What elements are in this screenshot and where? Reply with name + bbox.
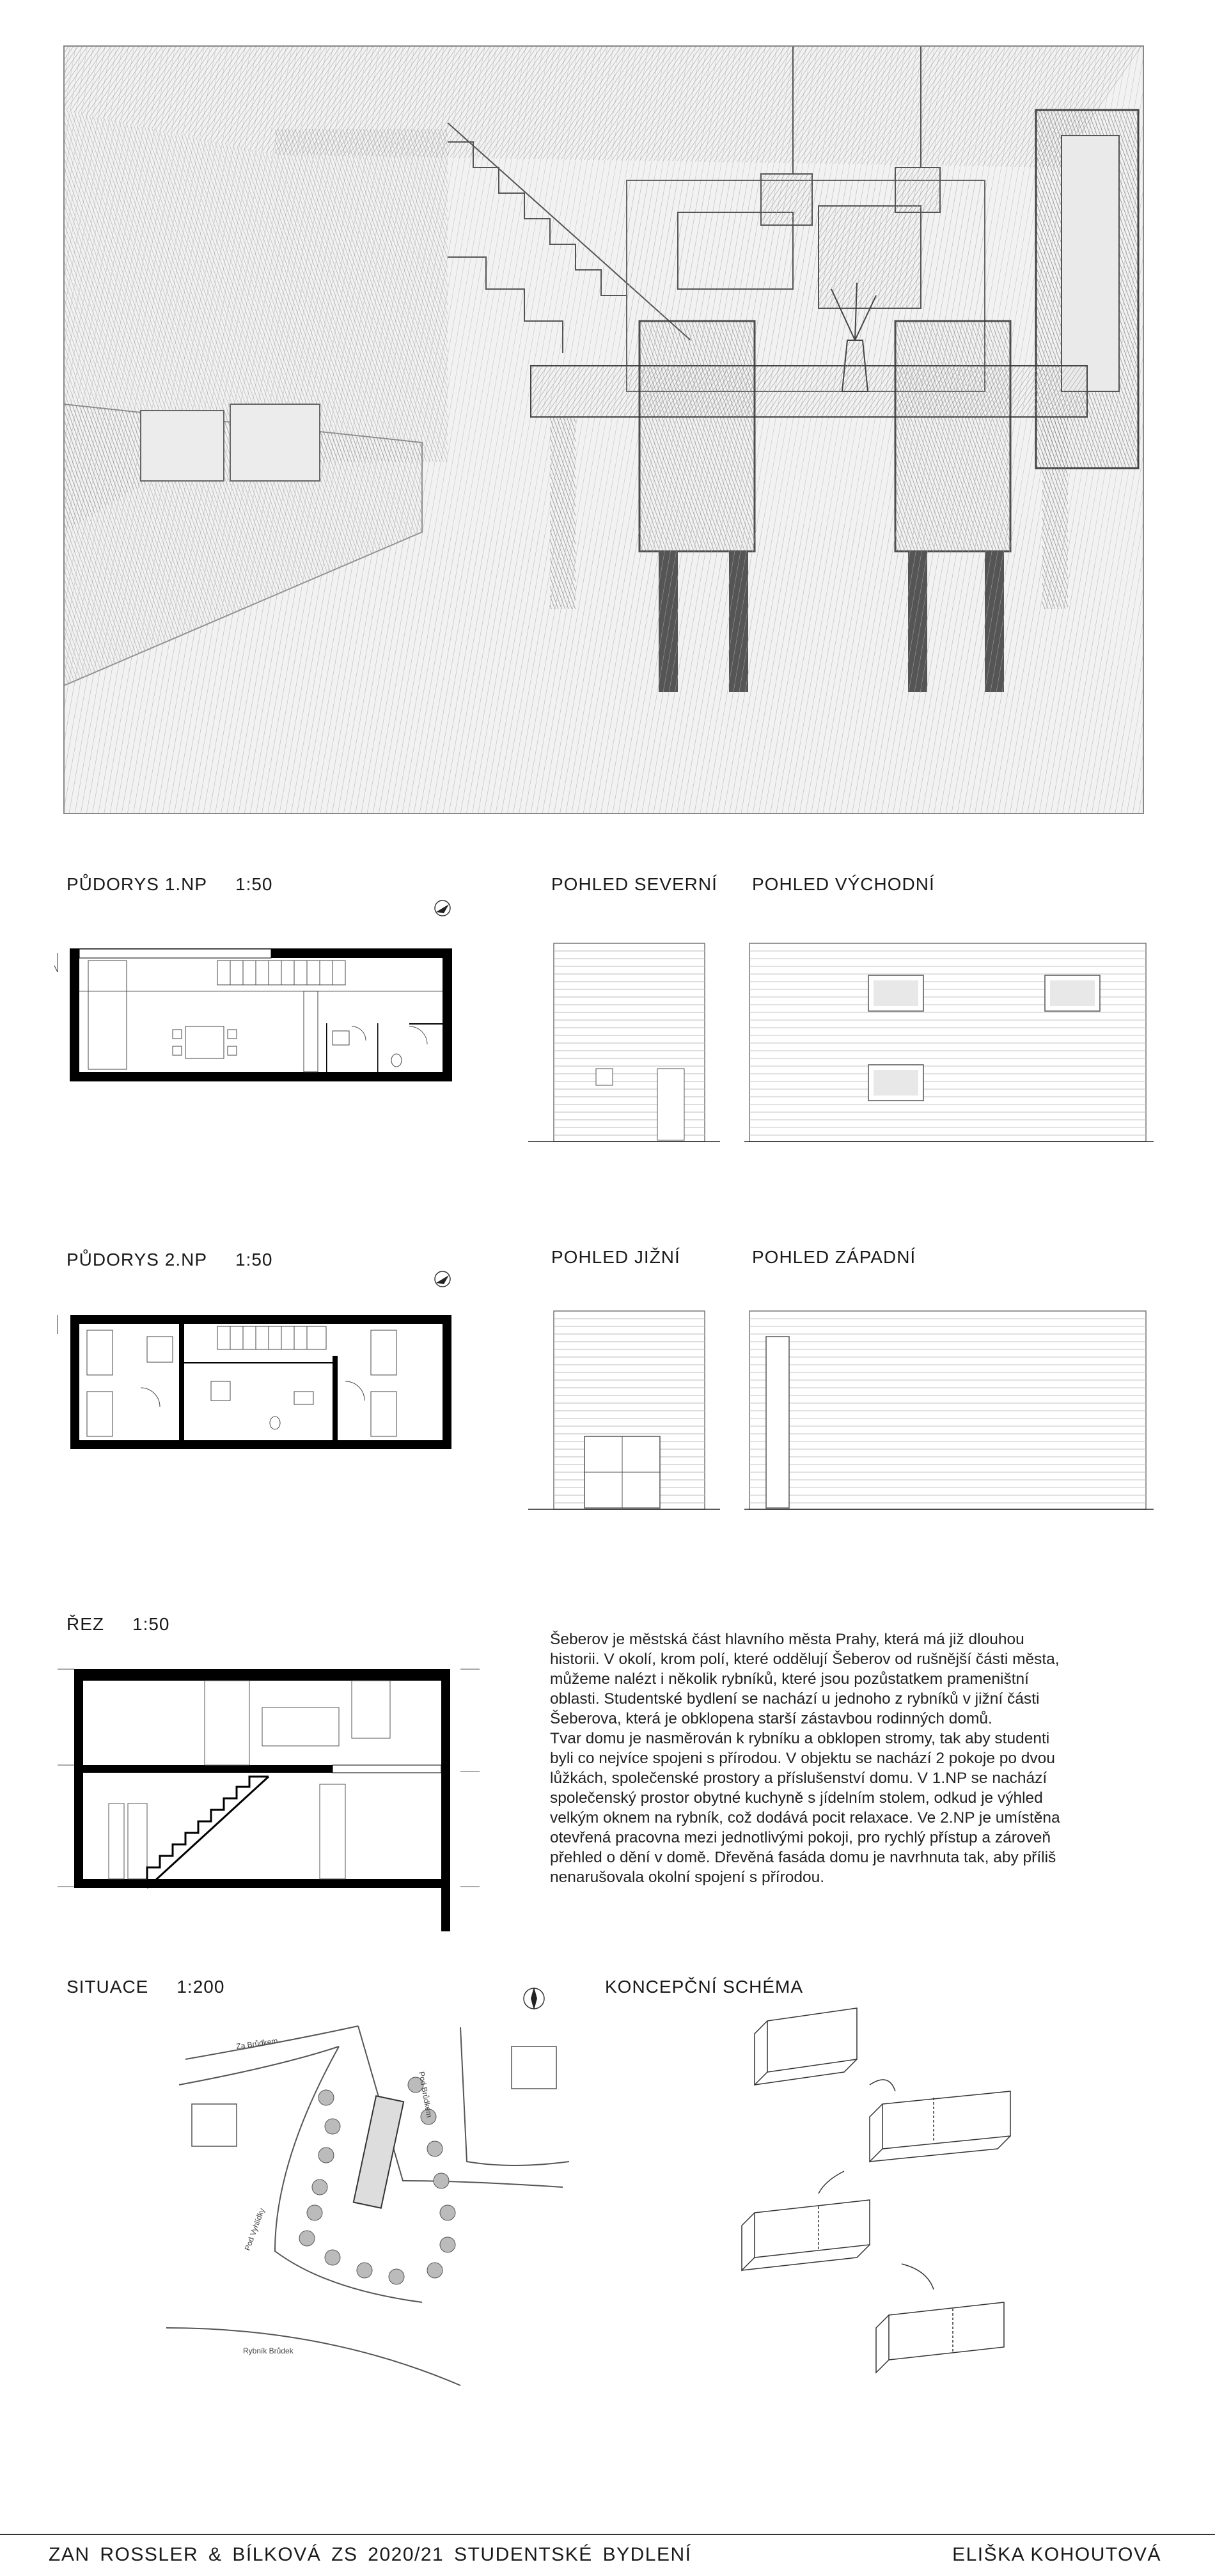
footer-left: ZAN ROSSLER & BÍLKOVÁ ZS 2020/21 STUDENTSKÉ BYDLENÍ bbox=[49, 2544, 692, 2565]
street-label-west: Pod Vyhlídky bbox=[242, 2206, 267, 2252]
street-label-north: Za Brůdkem bbox=[235, 2036, 279, 2051]
site-plan bbox=[166, 1970, 576, 2392]
description-line: lůžkách, společenské prostory a příslušenství domu. V 1.NP se nachází bbox=[550, 1770, 1047, 1787]
north-arrow-icon bbox=[435, 1271, 450, 1287]
pond-label: Rybník Brůdek bbox=[243, 2346, 294, 2355]
south-elevation bbox=[528, 1311, 720, 1516]
north-arrow-icon bbox=[435, 900, 450, 916]
footer-right: ELIŠKA KOHOUTOVÁ bbox=[952, 2544, 1161, 2565]
street-label-east: Pod Brůdkem bbox=[417, 2071, 434, 2119]
description-line: historii. V okolí, krom polí, které oddělují Šeberov od rušnější části města, bbox=[550, 1651, 1060, 1668]
floor1-title: PŮDORYS 1.NP 1:50 bbox=[67, 874, 273, 894]
project-description bbox=[550, 1630, 1145, 1887]
concept-diagram bbox=[742, 2008, 1062, 2366]
south-elevation-title: POHLED JIŽNÍ bbox=[551, 1247, 680, 1267]
site-title: SITUACE 1:200 bbox=[67, 1977, 225, 1997]
floor2-title: PŮDORYS 2.NP 1:50 bbox=[67, 1250, 273, 1269]
north-elevation bbox=[528, 943, 720, 1148]
description-line: přehled o dění v domě. Dřevěná fasáda domu je navrhnuta tak, aby příliš bbox=[550, 1849, 1056, 1866]
north-elevation-title: POHLED SEVERNÍ bbox=[551, 874, 717, 894]
west-elevation bbox=[744, 1311, 1154, 1516]
section-title: ŘEZ 1:50 bbox=[67, 1614, 170, 1634]
floor-plan-2 bbox=[51, 1266, 486, 1471]
east-elevation bbox=[744, 943, 1154, 1148]
interior-perspective-sketch bbox=[64, 46, 1143, 813]
footer-divider bbox=[0, 2534, 1215, 2535]
description-line: otevřená pracovna mezi jednotlivými pokoji, pro rychlý přístup a zároveň bbox=[550, 1829, 1051, 1846]
description-line: oblasti. Studentské bydlení se nachází u jednoho z rybníků v jižní části bbox=[550, 1690, 1040, 1708]
concept-title: KONCEPČNÍ SCHÉMA bbox=[605, 1977, 804, 1997]
floor-plan-1 bbox=[51, 895, 486, 1126]
description-line: Tvar domu je nasměrován k rybníku a obklopen stromy, tak aby studenti bbox=[550, 1730, 1050, 1747]
west-elevation-title: POHLED ZÁPADNÍ bbox=[752, 1247, 916, 1267]
description-line: Šeberova, která je obklopena starší zástavbou rodinných domů. bbox=[550, 1710, 992, 1727]
building-section bbox=[51, 1637, 499, 1919]
description-line: můžeme nalézt i několik rybníků, které jsou pozůstatkem prameništní bbox=[550, 1670, 1029, 1688]
description-line: nenarušovala okolní spojení s přírodou. bbox=[550, 1869, 825, 1886]
description-line: společenský prostor obytné kuchyně s jídelním stolem, odkud je výhled bbox=[550, 1789, 1043, 1807]
description-line: Šeberov je městská část hlavního města Prahy, která má již dlouhou bbox=[550, 1631, 1024, 1648]
north-arrow-icon bbox=[524, 1987, 544, 2010]
east-elevation-title: POHLED VÝCHODNÍ bbox=[752, 874, 935, 894]
description-line: byli co nejvíce spojeni s přírodou. V objektu se nachází 2 pokoje po dvou bbox=[550, 1750, 1055, 1767]
description-line: velkým oknem na rybník, což dodává pocit relaxace. Ve 2.NP je umístěna bbox=[550, 1809, 1060, 1826]
